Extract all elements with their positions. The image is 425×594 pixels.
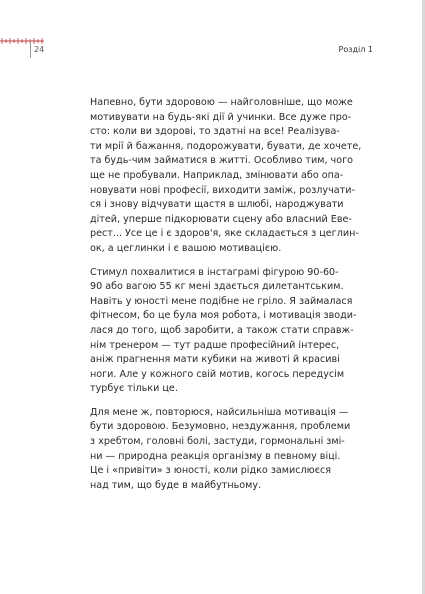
- page-number: 24: [34, 45, 45, 54]
- page-number-divider: [30, 42, 31, 58]
- text-line: Для мене ж, повторюся, найсильніша мотивація —: [90, 406, 349, 418]
- section-title: Розділ 1: [338, 45, 373, 54]
- text-line: ти мрії й бажання, подорожувати, бувати, де хочете,: [90, 140, 362, 152]
- text-line: сто: коли ви здорові, то здатні на все! Реалізува-: [90, 126, 340, 138]
- text-line: Навіть у юності мене подібне не гріло. Я займалася: [90, 295, 353, 307]
- text-line: ноги. Але у кожного свій мотив, когось передусім: [90, 368, 345, 380]
- text-line: Стимул похвалитися в інстаграмі фігурою 90-60-: [90, 266, 339, 278]
- text-line: дітей, уперше підкорювати сцену або власний Еве-: [90, 213, 352, 225]
- text-line: нім тренером — тут радше професійний інтерес,: [90, 339, 340, 351]
- body-text: [90, 96, 376, 502]
- text-line: та будь-чим займатися в житті. Особливо тим, чого: [90, 155, 353, 167]
- text-line: ок, а цеглинки і є вашою мотивацією.: [90, 242, 282, 254]
- text-line: бути здоровою. Безумовно, нездужання, проблеми: [90, 421, 351, 433]
- paragraph: [90, 96, 376, 257]
- text-line: фітнесом, бо це була моя робота, і мотивація зводи-: [90, 310, 357, 322]
- text-line: ще не пробували. Наприклад, змінювати або опа-: [90, 169, 344, 181]
- text-line: Напевно, бути здоровою — найголовніше, що може: [90, 97, 353, 108]
- text-line: рест... Усе це і є здоров'я, яке складається з цеглин-: [90, 228, 359, 240]
- paragraph: [90, 406, 376, 494]
- text-line: ни — природна реакція організму в певному віці.: [90, 450, 341, 462]
- text-line: мотивувати на будь-які дії й учинки. Все дуже про-: [90, 111, 352, 123]
- text-line: лася до того, щоб заробити, а також стати справж-: [90, 324, 354, 336]
- text-line: 90 або вагою 55 кг мені здається дилетантським.: [90, 281, 344, 293]
- text-line: Це і «привіти» з юності, коли рідко замислюєся: [90, 465, 332, 477]
- text-line: над тим, що буде в майбутньому.: [90, 479, 262, 491]
- paragraph: [90, 266, 376, 397]
- text-line: ся і знову відчувати щастя в шлюбі, народжувати: [90, 199, 344, 211]
- text-line: з хребтом, головні болі, застуди, гормональні змі-: [90, 436, 345, 448]
- text-line: новувати нові професії, виходити заміж, розлучати-: [90, 184, 355, 196]
- text-line: аніж прагнення мати кубики на животі й красиві: [90, 354, 340, 366]
- text-line: турбує тільки це.: [90, 383, 178, 395]
